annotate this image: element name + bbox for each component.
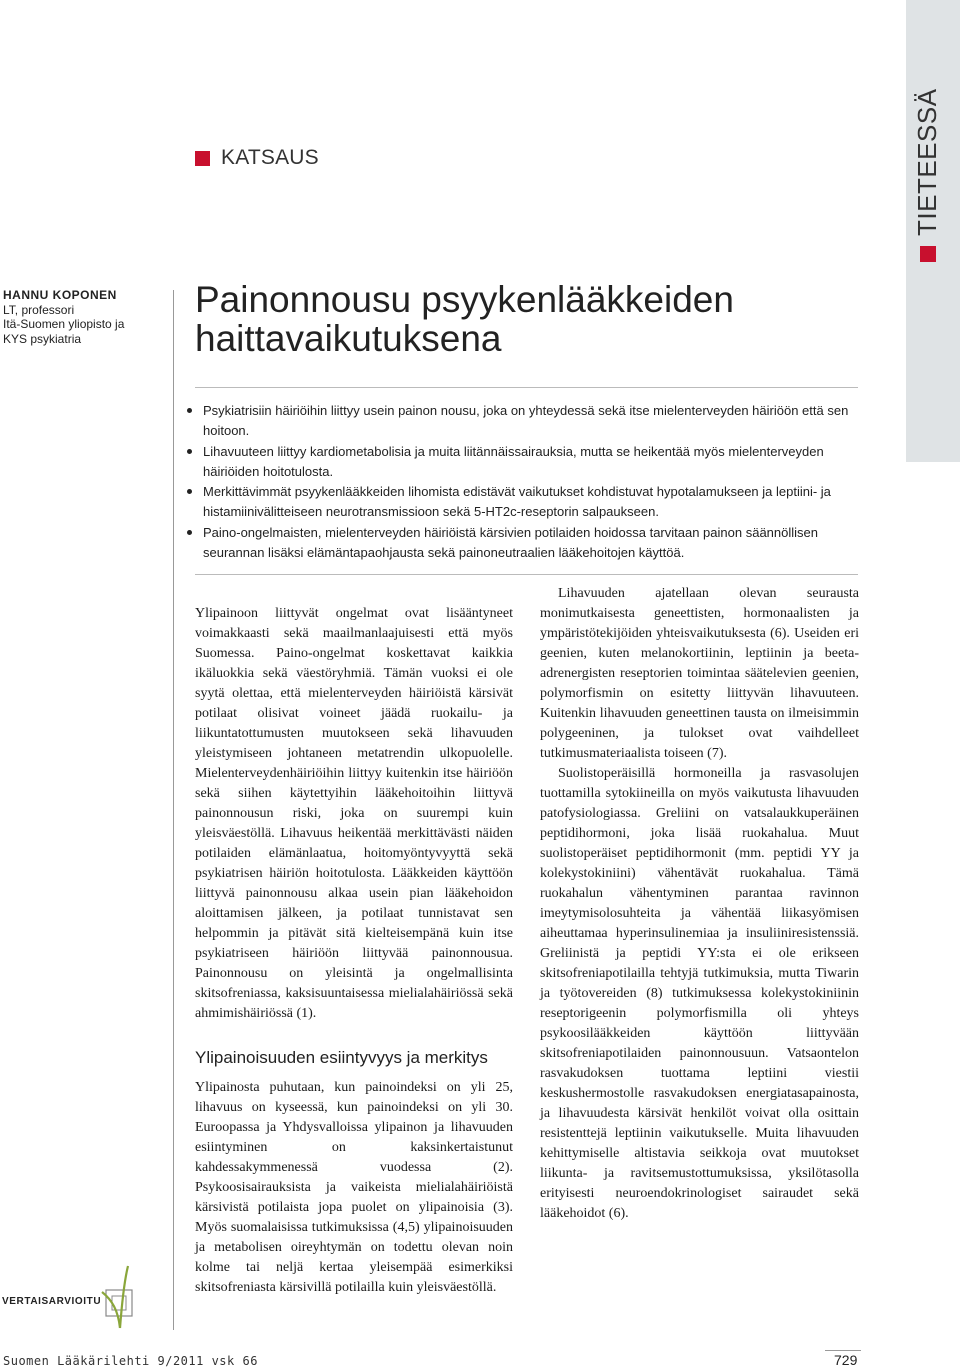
body-column-2 — [540, 584, 859, 1224]
title-line-2: haittavaikutuksena — [195, 318, 502, 359]
author-affiliation: Itä-Suomen yliopisto ja — [3, 317, 125, 331]
article-title — [195, 280, 895, 358]
peer-review-icon — [98, 1262, 158, 1332]
author-unit: KYS psykiatria — [3, 331, 82, 346]
body-column-1 — [195, 604, 513, 1298]
summary-top-rule — [195, 387, 858, 388]
body-paragraph: Ylipainoon liittyvät ongelmat ovat lisääntyneet voimakkaasti sekä maailmanlaajuisesti että myös Suomessa. Paino-ongelmat koskettavat kaikkia ikäluokkia sekä väestöryhmiä. Tämän vuoksi ei ole syytä olettaa, että mielenterveyden häiriöistä kärsivät potilaat olisivat voineet jäädä ruokailu- ja liikuntatottumusten muutokseen sekä lihavuuden yleistymiseen johtaneen metatrendin ulkopuolelle. Mielenterveydenhäiriöihin liittyy kuitenkin itse häiriöön sekä siihen käytettyihin lääkehoitoihin liittyvä painonnousun riski, joka on suurempi kuin yleisväestöllä. Lihavuus heikentää merkittävästi näiden potilaiden elämänlaatua, hoitomyöntyvyyttä sekä psykiatrisen häiriön hoitotulosta. Lääkkeiden käyttöön liittyvä painonnousu alkaa usein pian lääkehoidon aloittamisen jälkeen, ja potilaat tunnistavat sen helpommin ja pitävät sitä kielteisempänä kuin itse psykiatriseen häiriöön liittyvää painonnousua. Painonnousu on yleisintä ja ongelmallisinta skitsofreniassa, kaksisuuntaisessa mielialahäiriössä sekä ahmimishäiriössä (1). — [195, 606, 513, 1021]
peer-review-label: VERTAISARVIOITU — [2, 1296, 102, 1307]
side-label-text: TIETEESSÄ — [912, 88, 942, 236]
summary-bottom-rule — [195, 574, 858, 575]
footer-journal: Suomen Lääkärilehti 9/2011 vsk 66 — [3, 1354, 258, 1368]
body-paragraph: Ylipainosta puhutaan, kun painoindeksi on yli 25, lihavuus on kyseessä, kun painoindeksi on yli 30. Euroopassa ja Yhdysvalloissa ylipainon ja lihavuuden esiintyminen on kaksinkertaistunut kahdessakymmenessä vuodessa (2). Psykoosisairauksista ja vaikeista mielialahäiriöistä kärsivistä potilaista jopa puolet on ylipainoisia (3). Myös suomalaisissa tutkimuksissa (4,5) ylipainoisuuden ja metabolisen oireyhtymän on todettu olevan noin kolme tai neljä kertaa yleisempää esimerkiksi skitsofreniasta kärsivillä potilailla kuin yleisväestöllä. — [195, 1080, 513, 1295]
section-tag — [195, 146, 319, 170]
summary-item: Paino-ongelmaisten, mielenterveyden häiriöistä kärsivien potilaiden hoidossa tarvitaan painon säännöllisen seurannan lisäksi elämäntapaohjausta sekä painoneutraalien lääkehoitojen käyttöä. — [183, 523, 853, 563]
title-line-1: Painonnousu psyykenlääkkeiden — [195, 279, 734, 320]
red-square-icon — [920, 246, 936, 262]
page-number: 729 — [834, 1352, 858, 1368]
author-name: HANNU KOPONEN — [3, 288, 117, 302]
author-info — [3, 288, 124, 346]
body-paragraph: Lihavuuden ajatellaan olevan seurausta monimutkaisesta geneettisten, hormonaalisten ja ympäristötekijöiden yhteisvaikutuksesta (6). Useiden eri geenien, kuten melanokortiinin, leptiinin ja beeta-adrenergisten reseptorien toimintaa säätelevien geenien, polymorfismin on esitetty liittyvän lihavuuteen. Kuitenkin lihavuuden geneettinen tausta on ilmeisimmin polygeeninen, ja tulokset ovat vaihdelleet tutkimusmateriaalista toiseen (7). — [540, 586, 859, 761]
section-subheading: Ylipainoisuuden esiintyvyys ja merkitys — [195, 1048, 488, 1067]
section-label: KATSAUS — [221, 146, 319, 169]
summary-item: Psykiatrisiin häiriöihin liittyy usein painon nousu, joka on yhteydessä sekä itse mielenterveyden häiriöön että sen hoitoon. — [183, 401, 853, 441]
summary-item: Lihavuuteen liittyy kardiometabolisia ja muita liitännäissairauksia, mutta se heikentää myös mielenterveyden häiriöiden hoitotulosta. — [183, 442, 853, 482]
footer-rule — [825, 1350, 861, 1351]
red-square-icon — [195, 151, 210, 166]
body-paragraph: Suolistoperäisillä hormoneilla ja rasvasolujen tuottamilla sytokiineilla on myös vaikutusta lihavuuden patofysiologiassa. Greliini on vatsalaukkuperäinen peptidihormoni, joka lisää ruokahalua. Muut suolistoperäiset peptidihormonit (mm. peptidi YY ja kolekystokiniini) vähentävät ruokahalua. Tämä ruokahalun vähentyminen parantaa ravinnon imeytymisolosuhteita ja vähentää liikasyömisen aiheuttamaa hyperinsulinemiaa ja insuliiniresistenssiä. Greliinistä ja peptidi YY:sta ei ole erikseen skitsofreniapotilailla tehtyjä tutkimuksia, mutta Tiwarin ja työtovereiden (8) tutkimuksessa kolekystokiniinin reseptorigeenin polymorfismilla oli yhteys psykoosilääkkeiden käyttöön liittyvään skitsofreniapotilaiden painonnousuun. Vatsaontelon rasvakudoksen tuottama leptiini viestii keskushermostolle rasvakudoksen energiatasapainosta, ja lihavuudesta kärsivät henkilöt voivat olla osittain resistenttejä leptiinin vaikutukselle. Muita lihavuuden kehittymiselle altistavia seikkoja ovat muutokset liikunta- ja ravitsemustottumuksissa, yksilötasolla erityisesti neuroendokrinologiset sairaudet sekä lääkehoidot (6). — [540, 766, 859, 1221]
column-divider — [173, 290, 174, 1330]
side-section-label — [912, 88, 943, 262]
summary-item: Merkittävimmät psyykenlääkkeiden lihomista edistävät vaikutukset kohdistuvat hypotalamukseen ja leptiini- ja histamiinivälitteiseen neurotransmissioon sekä 5-HT2c-reseptorin salpaukseen. — [183, 482, 853, 522]
summary-list — [183, 401, 853, 563]
author-title: LT, professori — [3, 302, 75, 317]
